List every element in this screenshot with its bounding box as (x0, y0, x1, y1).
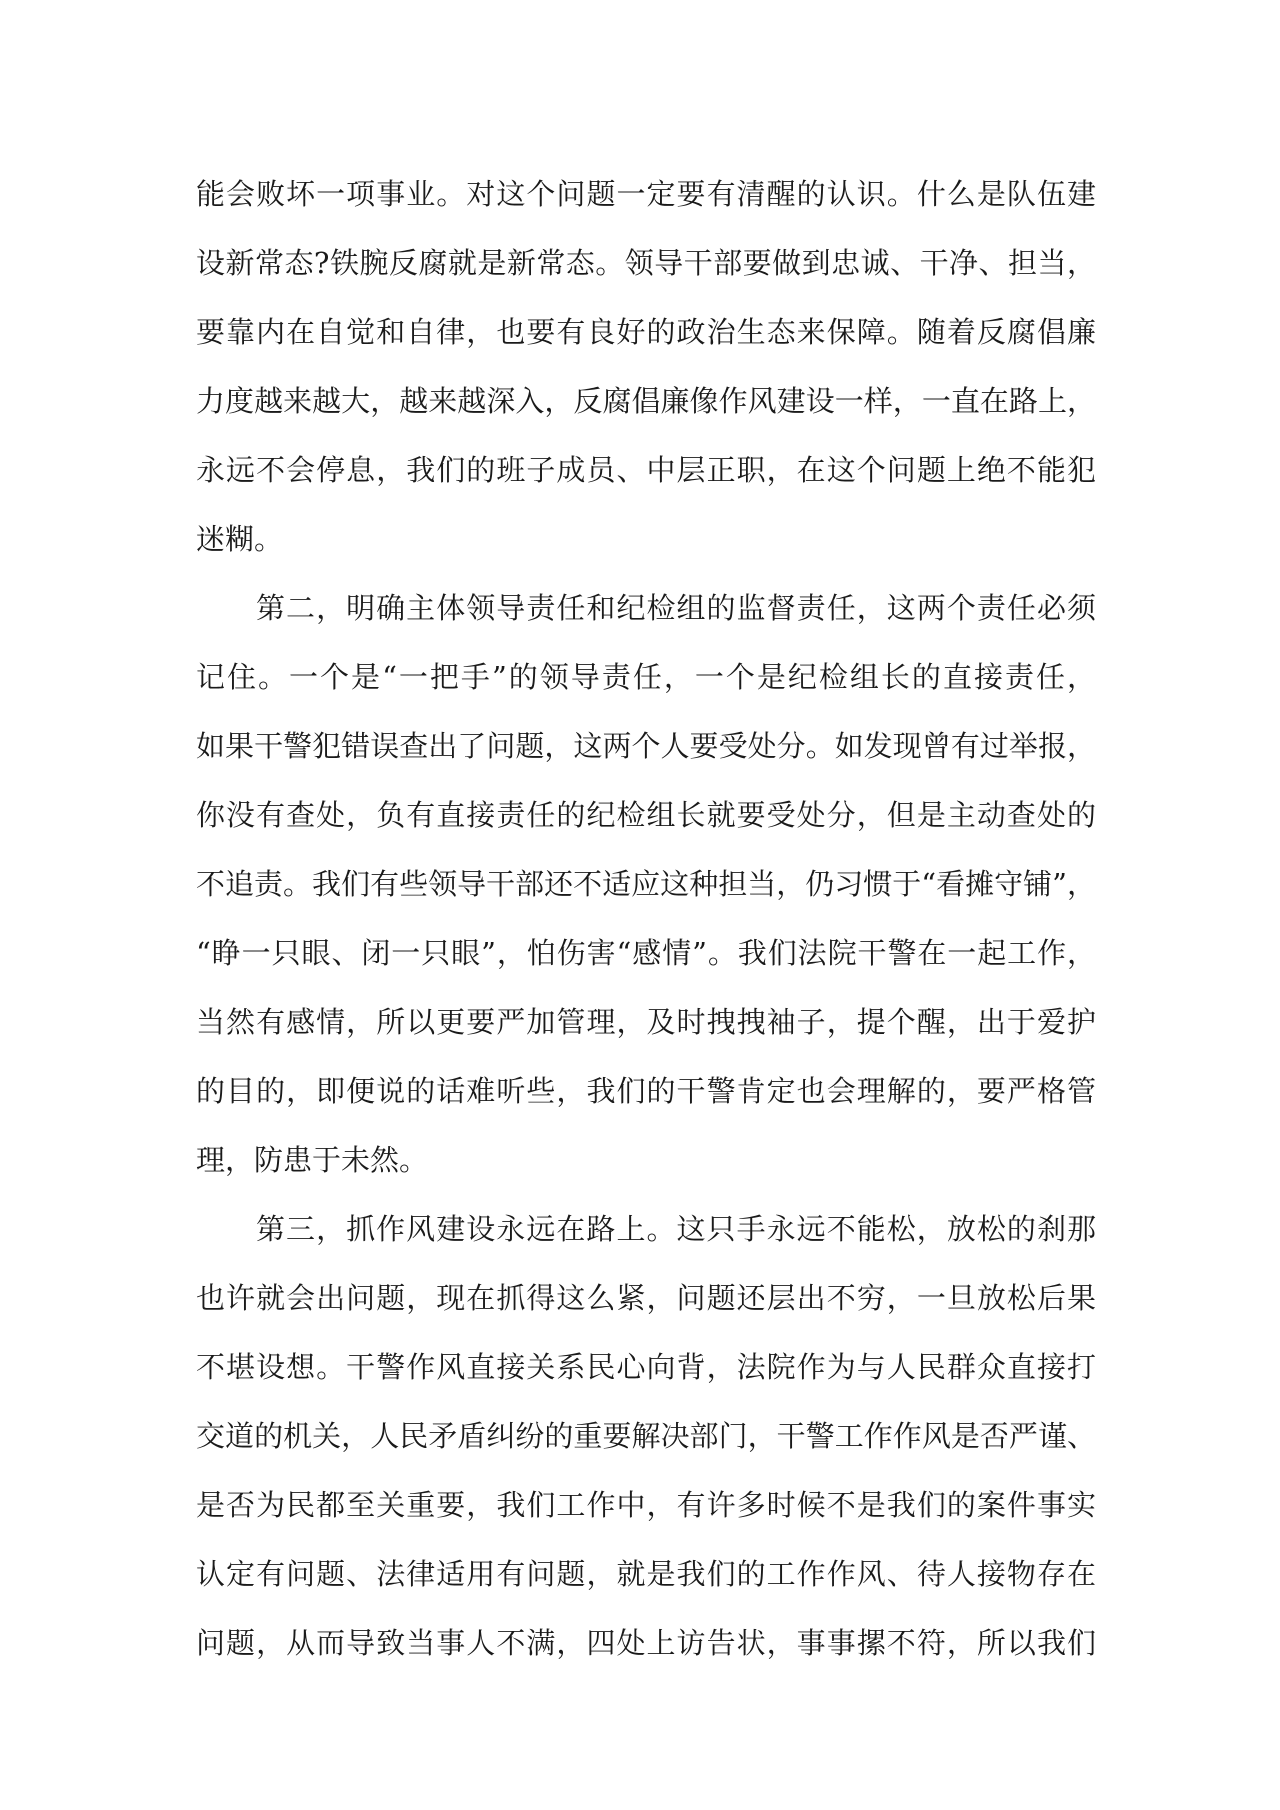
text-line: 不堪设想。干警作风直接关系民心向背，法院作为与人民群众直接打 (196, 1350, 1096, 1384)
text-line: 第三，抓作风建设永远在路上。这只手永远不能松，放松的刹那 (256, 1212, 1096, 1246)
text-line: 的目的，即便说的话难听些，我们的干警肯定也会理解的，要严格管 (196, 1074, 1096, 1108)
text-line: 理，防患于未然。 (196, 1143, 429, 1177)
text-line: 是否为民都至关重要，我们工作中，有许多时候不是我们的案件事实 (196, 1488, 1096, 1522)
paragraph-third (196, 1195, 1096, 1678)
text-line: 要靠内在自觉和自律，也要有良好的政治生态来保障。随着反腐倡廉 (196, 315, 1096, 349)
text-line: 迷糊。 (196, 522, 284, 556)
text-line: 你没有查处，负有直接责任的纪检组长就要受处分，但是主动查处的 (196, 798, 1096, 832)
text-line: 认定有问题、法律适用有问题，就是我们的工作作风、待人接物存在 (196, 1557, 1096, 1591)
text-line: 问题，从而导致当事人不满，四处上访告状，事事摞不符，所以我们 (196, 1626, 1096, 1660)
text-line: 设新常态?铁腕反腐就是新常态。领导干部要做到忠诚、干净、担当， (196, 246, 1096, 280)
text-line: 第二，明确主体领导责任和纪检组的监督责任，这两个责任必须 (256, 591, 1096, 625)
text-line: 交道的机关，人民矛盾纠纷的重要解决部门，干警工作作风是否严谨、 (196, 1419, 1096, 1453)
text-line: 如果干警犯错误查出了问题，这两个人要受处分。如发现曾有过举报， (196, 729, 1096, 763)
paragraph-second (196, 574, 1096, 1195)
text-line: 能会败坏一项事业。对这个问题一定要有清醒的认识。什么是队伍建 (196, 177, 1096, 211)
text-line: 当然有感情，所以更要严加管理，及时拽拽袖子，提个醒，出于爱护 (196, 1005, 1096, 1039)
text-line: 记住。一个是“一把手”的领导责任，一个是纪检组长的直接责任， (196, 660, 1096, 694)
text-line: 力度越来越大，越来越深入，反腐倡廉像作风建设一样，一直在路上， (196, 384, 1096, 418)
text-line: “睁一只眼、闭一只眼”，怕伤害“感情”。我们法院干警在一起工作， (196, 936, 1096, 970)
text-line: 也许就会出问题，现在抓得这么紧，问题还层出不穷，一旦放松后果 (196, 1281, 1096, 1315)
text-line: 永远不会停息，我们的班子成员、中层正职，在这个问题上绝不能犯 (196, 453, 1096, 487)
paragraph-continuation (196, 160, 1096, 574)
document-body (196, 160, 1096, 1678)
text-line: 不追责。我们有些领导干部还不适应这种担当，仍习惯于“看摊守铺”， (196, 867, 1096, 901)
